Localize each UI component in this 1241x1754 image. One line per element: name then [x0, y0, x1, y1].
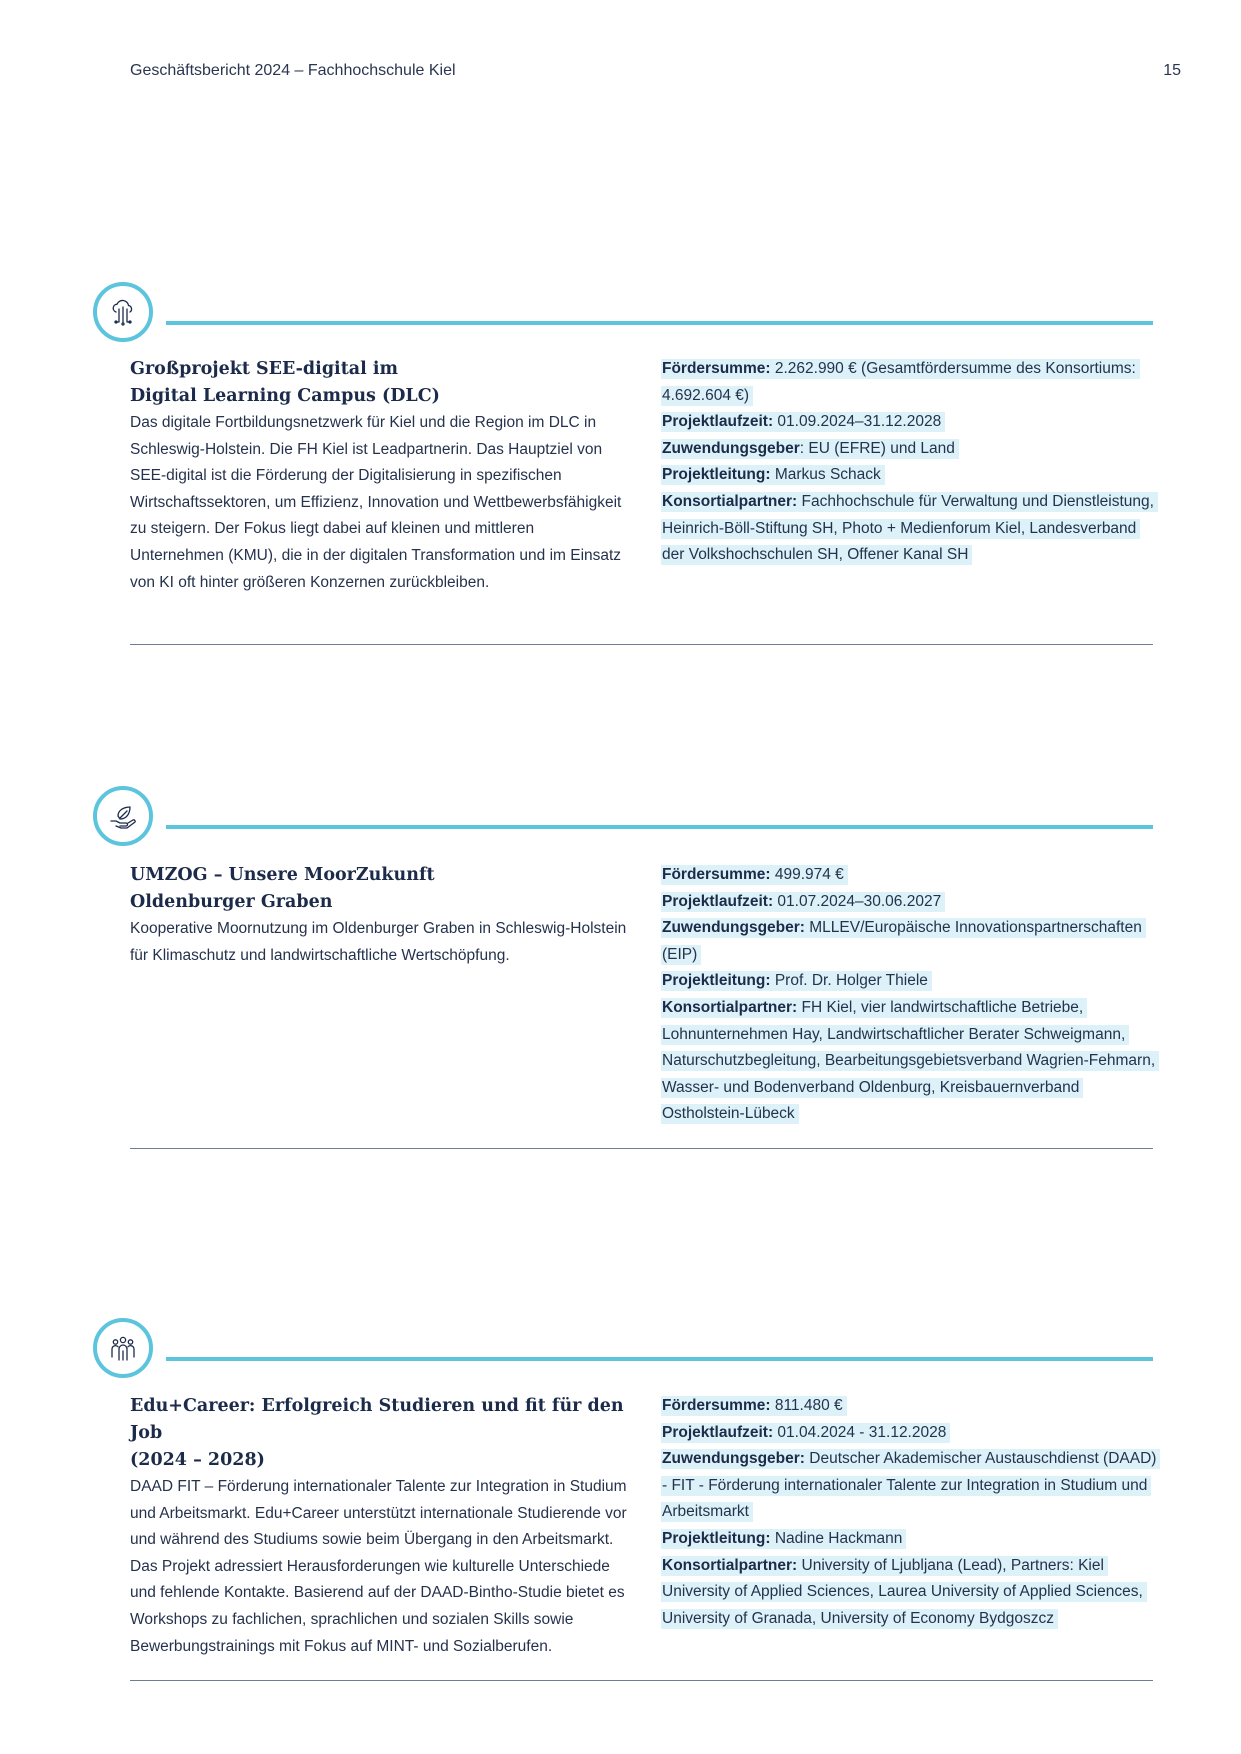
fact-partners	[661, 1556, 1147, 1629]
fact-funding	[661, 359, 1140, 406]
fact-value: Prof. Dr. Holger Thiele	[774, 972, 928, 990]
fact-lead	[661, 465, 885, 485]
fact-funding	[661, 1396, 847, 1416]
fact-grantor	[661, 439, 959, 459]
section-divider	[130, 1148, 1153, 1149]
running-header-title: Geschäftsbericht 2024 – Fachhochschule Kiel	[130, 62, 456, 79]
fact-label: Zuwendungsgeber:	[662, 1450, 805, 1468]
fact-label: Fördersumme:	[662, 866, 771, 883]
leaf-in-hand-icon	[93, 786, 153, 846]
project-facts	[661, 862, 1161, 1128]
fact-label: Projektleitung:	[662, 972, 771, 990]
project-description: DAAD FIT – Förderung internationaler Talente zur Integration in Studium und Arbeitsmarkt. Edu+Career unterstützt internationale Studierende vor und während des Studiums sowie beim Übergang in den Arbeitsmarkt. Das Projekt adressiert Herausforderungen wie kulturelle Unterschiede und fehlende Kontakte. Basierend auf der DAAD-Bintho-Studie bietet es Workshops zu fachlichen, sprachlichen und sozialen Skills sowie Bewerbungstrainings mit Fokus auf MINT- und Sozialberufen.	[130, 1478, 627, 1655]
fact-duration	[661, 892, 945, 912]
fact-label: Konsortialpartner:	[662, 492, 798, 510]
fact-value: Deutscher Akademischer Austauschdienst (DAAD) - FIT - Förderung internationaler Talente zur Integration in Studium und Arbeitsmarkt	[662, 1450, 1157, 1521]
section-divider	[130, 644, 1153, 645]
project-description: Kooperative Moornutzung im Oldenburger Graben in Schleswig-Holstein für Klimaschutz und landwirtschaftliche Wertschöpfung.	[130, 920, 627, 964]
fact-label: Konsortialpartner:	[662, 998, 798, 1016]
project-title	[130, 862, 630, 916]
fact-value: : EU (EFRE) und Land	[799, 439, 955, 457]
cloud-circuit-icon	[93, 282, 153, 342]
people-group-icon	[93, 1318, 153, 1378]
fact-value: Markus Schack	[774, 466, 881, 484]
project-summary	[130, 862, 630, 969]
fact-value: FH Kiel, vier landwirtschaftliche Betriebe, Lohnunternehmen Hay, Landwirtschaftlicher Berater Schweigmann, Naturschutzbegleitung, Bearbeitungsgebietsverband Wagrien-Fehmarn, Wasser- und Bodenverband Oldenburg, Kreisbauernverband Ostholstein-Lübeck	[662, 998, 1156, 1123]
fact-value: 2.262.990 € (Gesamtfördersumme des Konsortiums: 4.692.604 €)	[662, 360, 1136, 404]
fact-value: 01.07.2024–30.06.2027	[777, 892, 942, 910]
project-title-line: Edu+Career: Erfolgreich Studieren und fit für den Job	[130, 1396, 624, 1443]
project-title-line: Großprojekt SEE-digital im	[130, 359, 399, 379]
fact-lead	[661, 1529, 906, 1549]
fact-value: University of Ljubljana (Lead), Partners: Kiel University of Applied Sciences, Laurea University of Applied Sciences, University of Granada, University of Economy Bydgoszcz	[662, 1556, 1143, 1627]
fact-value: MLLEV/Europäische Innovationspartnerschaften (EIP)	[662, 919, 1142, 963]
fact-label: Projektleitung:	[662, 1529, 771, 1547]
page-number: 15	[1163, 62, 1181, 79]
fact-value: 811.480 €	[774, 1397, 843, 1414]
fact-duration	[661, 1423, 950, 1443]
fact-value: 01.09.2024–31.12.2028	[777, 413, 942, 431]
fact-label: Fördersumme:	[662, 360, 771, 377]
fact-label: Projektlaufzeit:	[662, 892, 774, 910]
fact-value: Fachhochschule für Verwaltung und Dienstleistung, Heinrich-Böll-Stiftung SH, Photo + Medienforum Kiel, Landesverband der Volkshochschulen SH, Offener Kanal SH	[662, 492, 1154, 564]
fact-label: Projektleitung:	[662, 466, 771, 484]
project-summary	[130, 356, 630, 596]
project-title	[130, 356, 630, 410]
section-accent-line	[166, 1357, 1153, 1361]
project-facts	[661, 356, 1161, 569]
project-summary	[130, 1393, 630, 1660]
fact-grantor	[661, 918, 1146, 965]
section-accent-line	[166, 825, 1153, 829]
fact-label: Projektlaufzeit:	[662, 413, 774, 431]
project-description: Das digitale Fortbildungsnetzwerk für Kiel und die Region im DLC in Schleswig-Holstein. Die FH Kiel ist Leadpartnerin. Das Hauptziel von SEE-digital ist die Förderung der Digitalisierung in spezifischen Wirtschaftssektoren, um Effizienz, Innovation und Wettbewerbsfähigkeit zu steigern. Der Fokus liegt dabei auf kleinen und mittleren Unternehmen (KMU), die in der digitalen Transformation und im Einsatz von KI oft hinter größeren Konzernen zurückbleiben.	[130, 414, 622, 591]
fact-duration	[661, 412, 945, 432]
fact-partners	[661, 998, 1159, 1124]
fact-label: Zuwendungsgeber	[662, 439, 800, 457]
fact-funding	[661, 865, 848, 885]
project-title-line: Oldenburger Graben	[130, 892, 333, 912]
fact-value: Nadine Hackmann	[774, 1529, 903, 1547]
fact-value: 499.974 €	[774, 866, 844, 883]
fact-lead	[661, 971, 932, 991]
project-title-line: (2024 – 2028)	[130, 1450, 265, 1470]
section-divider	[130, 1680, 1153, 1681]
project-title-line: Digital Learning Campus (DLC)	[130, 386, 440, 406]
fact-label: Konsortialpartner:	[662, 1556, 798, 1574]
project-facts	[661, 1393, 1161, 1632]
fact-partners	[661, 492, 1158, 565]
project-title	[130, 1393, 630, 1474]
project-title-line: UMZOG – Unsere MoorZukunft	[130, 865, 435, 885]
fact-label: Zuwendungsgeber:	[662, 919, 805, 937]
fact-label: Fördersumme:	[662, 1397, 771, 1414]
fact-grantor	[661, 1449, 1160, 1522]
section-accent-line	[166, 321, 1153, 325]
fact-value: 01.04.2024 - 31.12.2028	[777, 1423, 947, 1441]
fact-label: Projektlaufzeit:	[662, 1423, 774, 1441]
